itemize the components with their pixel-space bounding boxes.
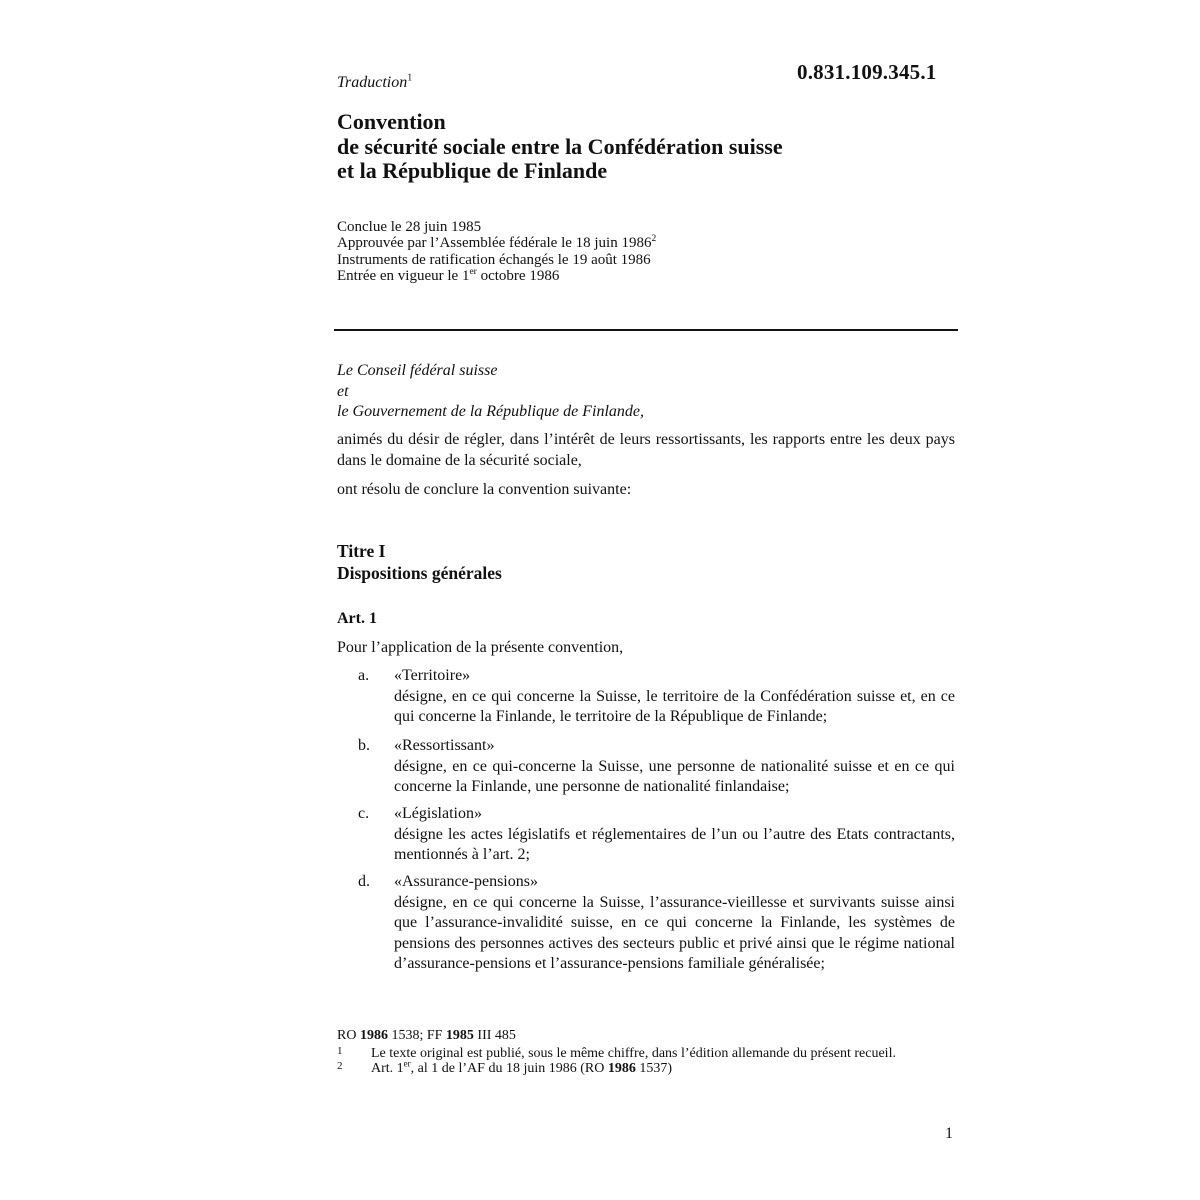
footnote-text: Le texte original est publié, sous le même chiffre, dans l’édition allemande du présent recueil. [371,1045,896,1061]
party-conjunction: et [337,382,349,400]
title-i-heading [337,541,502,584]
date-approved [337,235,656,251]
definition-item [337,872,955,975]
definition-item [337,666,955,728]
footnote-text-middle: , al 1 de l’AF du 18 juin 1986 (RO [410,1061,608,1076]
footnote-number: 2 [337,1060,343,1072]
entry-sup: er [469,266,477,277]
footnote-2 [337,1058,937,1077]
dates-block [337,219,656,284]
definition-term: «Législation» [394,805,482,822]
entry-suffix: octobre 1986 [476,267,560,284]
footnote-sup: er [403,1058,411,1069]
ff-year: 1985 [445,1028,474,1043]
footnote-text-after: 1537) [635,1061,672,1076]
header-divider [334,329,958,331]
footnote-text-before: Art. 1 [371,1061,404,1076]
footnote-ref-1[interactable]: 1 [407,72,413,84]
title-i-number: Titre I [337,541,386,561]
date-ratification: Instruments de ratification échangés le 19 août 1986 [337,251,651,268]
definition-letter: c. [358,805,370,822]
definition-item [337,804,955,866]
article-1-intro: Pour l’application de la présente convention, [337,639,624,656]
contracting-parties [337,361,644,423]
definition-text: désigne, en ce qui concerne la Suisse, le territoire de la Confédération suisse et, en ce qui concerne la Finlande, le territoire de la République de Finlande; [394,687,955,725]
date-entry-into-force [337,268,656,284]
entry-prefix: Entrée en vigueur le 1 [337,267,470,284]
ro-label: RO [337,1028,360,1043]
ro-year: 1986 [359,1028,388,1043]
party-switzerland: Le Conseil fédéral suisse [337,362,498,379]
date-concluded: Conclue le 28 juin 1985 [337,219,482,235]
definition-term: «Ressortissant» [394,737,495,754]
sr-number: 0.831.109.345.1 [797,60,937,84]
date-approved-text: Approuvée par l’Assemblée fédérale le 18 juin 1986 [337,235,652,252]
ff-ref: III 485 [473,1028,516,1043]
definition-term: «Assurance-pensions» [394,873,538,890]
title-line-2: de sécurité sociale entre la Confédération suisse [337,133,783,159]
publication-source [337,1028,937,1044]
footnote-ref-2[interactable]: 2 [651,234,657,245]
title-i-name: Dispositions générales [337,562,502,583]
footnote-year: 1986 [607,1061,636,1076]
title-line-1: Convention [337,109,446,134]
translation-text: Traduction [337,74,408,91]
definition-text: désigne les actes législatifs et réglementaires de l’un ou l’autre des Etats contractants, mentionnés à l’art. 2; [394,825,955,863]
resolution: ont résolu de conclure la convention suivante: [337,481,632,498]
title-line-3: et la République de Finlande [337,158,608,183]
footnotes [337,1028,937,1077]
translation-label [337,74,412,92]
preamble: animés du désir de régler, dans l’intérêt de leurs ressortissants, les rapports entre les deux pays dans le domaine de la sécurité sociale, [337,431,955,469]
article-1-heading: Art. 1 [337,610,377,627]
document-title [337,110,783,184]
footnote-1 [337,1046,937,1062]
definition-text: désigne, en ce qui concerne la Suisse, l’assurance-vieillesse et survivants suisse ainsi que l’assurance-invalidité suisse, en ce qui concerne la Finlande, les systèmes de pensions des personnes actives des secteurs public et privé ainsi que le régime national d’assurance-pensions et l’assurance-pensions familiale généralisée; [394,893,955,972]
page-number: 1 [945,1125,953,1142]
party-finland: le Gouvernement de la République de Finlande, [337,403,645,420]
definition-letter: d. [358,873,370,890]
definition-letter: b. [358,737,370,754]
footnote-number: 1 [337,1044,343,1057]
definition-term: «Territoire» [394,667,471,684]
ro-page: 1538; FF [387,1028,446,1043]
definition-text: désigne, en ce qui-concerne la Suisse, une personne de nationalité suisse et en ce qui concerne la Finlande, une personne de nationalité finlandaise; [394,757,955,795]
definition-letter: a. [358,667,370,684]
definition-item [337,736,955,798]
